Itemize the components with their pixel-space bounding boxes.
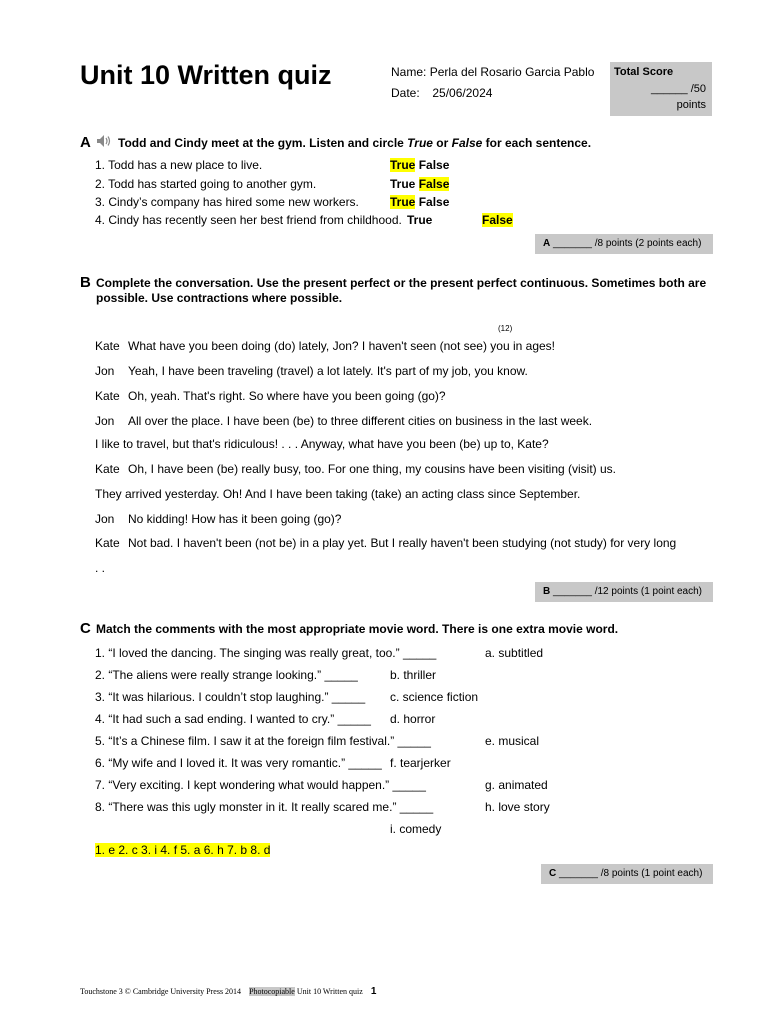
- total-score-label: Total Score: [614, 66, 674, 78]
- a-item-4: 4. Cindy has recently seen her best friend from childhood.: [95, 213, 402, 227]
- conversation-line: They arrived yesterday. Oh! And I have been taking (take) an acting class since September.: [95, 487, 581, 501]
- a-item-1-answer: True False: [390, 158, 450, 172]
- c-answers: 1. e 2. c 3. i 4. f 5. a 6. h 7. b 8. d: [95, 843, 271, 857]
- total-score-unit: points: [676, 99, 706, 111]
- conversation-line: I like to travel, but that's ridiculous! . . . Anyway, what have you been (be) up to, Kate?: [95, 437, 549, 451]
- c-word-b: b. thriller: [390, 668, 437, 682]
- footer-photocopiable: Photocopiable: [249, 987, 295, 996]
- section-c-letter: C: [80, 620, 91, 637]
- section-c-instruction: Match the comments with the most appropriate movie word. There is one extra movie word.: [96, 622, 619, 636]
- section-b-letter: B: [80, 274, 91, 291]
- page-title: Unit 10 Written quiz: [80, 60, 332, 90]
- total-score-blank: ______ /50: [650, 83, 706, 95]
- a-item-4-false: False: [482, 213, 513, 227]
- date-label: Date:: [391, 86, 420, 100]
- date-line: [391, 86, 492, 100]
- total-score-box: [610, 62, 712, 116]
- name-value: Perla del Rosario Garcia Pablo: [429, 65, 595, 79]
- c-word-i: i. comedy: [390, 822, 442, 836]
- c-comment-7: 7. “Very exciting. I kept wondering what would happen.” _____: [95, 778, 426, 792]
- date-value: 25/06/2024: [432, 86, 493, 100]
- section-b-points: B _______ /12 points (1 point each): [535, 582, 713, 602]
- a-item-3-answer: True False: [390, 195, 450, 209]
- footer-copyright: Touchstone 3 © Cambridge University Press 2014: [80, 987, 242, 996]
- section-b-note: (12): [498, 324, 513, 333]
- c-comment-2: 2. “The aliens were really strange looking.” _____: [95, 668, 358, 682]
- conversation-line: Jon No kidding! How has it been going (go)?: [95, 512, 342, 526]
- c-word-h: h. love story: [485, 800, 550, 814]
- c-comment-5: 5. “It’s a Chinese film. I saw it at the foreign film festival.” _____: [95, 734, 431, 748]
- section-a-letter: A: [80, 134, 91, 151]
- a-item-3: 3. Cindy’s company has hired some new workers.: [95, 195, 359, 209]
- section-c-points: C _______ /8 points (1 point each): [541, 864, 713, 884]
- a-item-2-answer: True False: [390, 177, 450, 191]
- c-comment-3: 3. “It was hilarious. I couldn’t stop laughing.” _____: [95, 690, 366, 704]
- c-word-d: d. horror: [390, 712, 436, 726]
- conversation-line: Kate Oh, yeah. That's right. So where have you been going (go)?: [95, 389, 446, 403]
- c-word-e: e. musical: [485, 734, 540, 748]
- conversation-line: Jon All over the place. I have been (be) to three different cities on business in the last week.: [95, 414, 593, 428]
- section-b-instruction: Complete the conversation. Use the present perfect or the present perfect continuous. Sometimes both are possible. Use contractions where possible.: [96, 276, 707, 305]
- c-comment-6: 6. “My wife and I loved it. It was very romantic.” _____: [95, 756, 382, 770]
- c-comment-4: 4. “It had such a sad ending. I wanted to cry.” _____: [95, 712, 371, 726]
- conversation-line: Kate Not bad. I haven't been (not be) in a play yet. But I really haven't been studying (not study) for very long: [95, 536, 677, 550]
- c-word-c: c. science fiction: [390, 690, 479, 704]
- c-word-f: f. tearjerker: [390, 756, 451, 770]
- footer: [80, 986, 376, 997]
- a-item-2: 2. Todd has started going to another gym.: [95, 177, 317, 191]
- section-a-instruction: Todd and Cindy meet at the gym. Listen and circle True or False for each sentence.: [118, 136, 592, 150]
- section-a-points: A _______ /8 points (2 points each): [535, 234, 713, 254]
- c-comment-1: 1. “I loved the dancing. The singing was really great, too.” _____: [95, 646, 437, 660]
- page-number: 1: [370, 986, 377, 997]
- a-item-1: 1. Todd has a new place to live.: [95, 158, 263, 172]
- conversation-line: Jon Yeah, I have been traveling (travel) a lot lately. It's part of my job, you know.: [95, 364, 528, 378]
- speaker-icon: [96, 134, 112, 153]
- conversation-line: Kate What have you been doing (do) lately, Jon? I haven't seen (not see) you in ages!: [95, 339, 556, 353]
- name-line: [391, 65, 594, 79]
- conversation-line: Kate Oh, I have been (be) really busy, too. For one thing, my cousins have been visiting (visit) us.: [95, 462, 617, 476]
- a-item-4-true: True: [407, 213, 433, 227]
- name-label: Name:: [391, 65, 427, 79]
- c-comment-8: 8. “There was this ugly monster in it. It really scared me.” _____: [95, 800, 434, 814]
- conversation-line: . .: [95, 561, 106, 575]
- footer-quiz-name: Unit 10 Written quiz: [296, 987, 363, 996]
- c-word-a: a. subtitled: [485, 646, 544, 660]
- c-word-g: g. animated: [485, 778, 548, 792]
